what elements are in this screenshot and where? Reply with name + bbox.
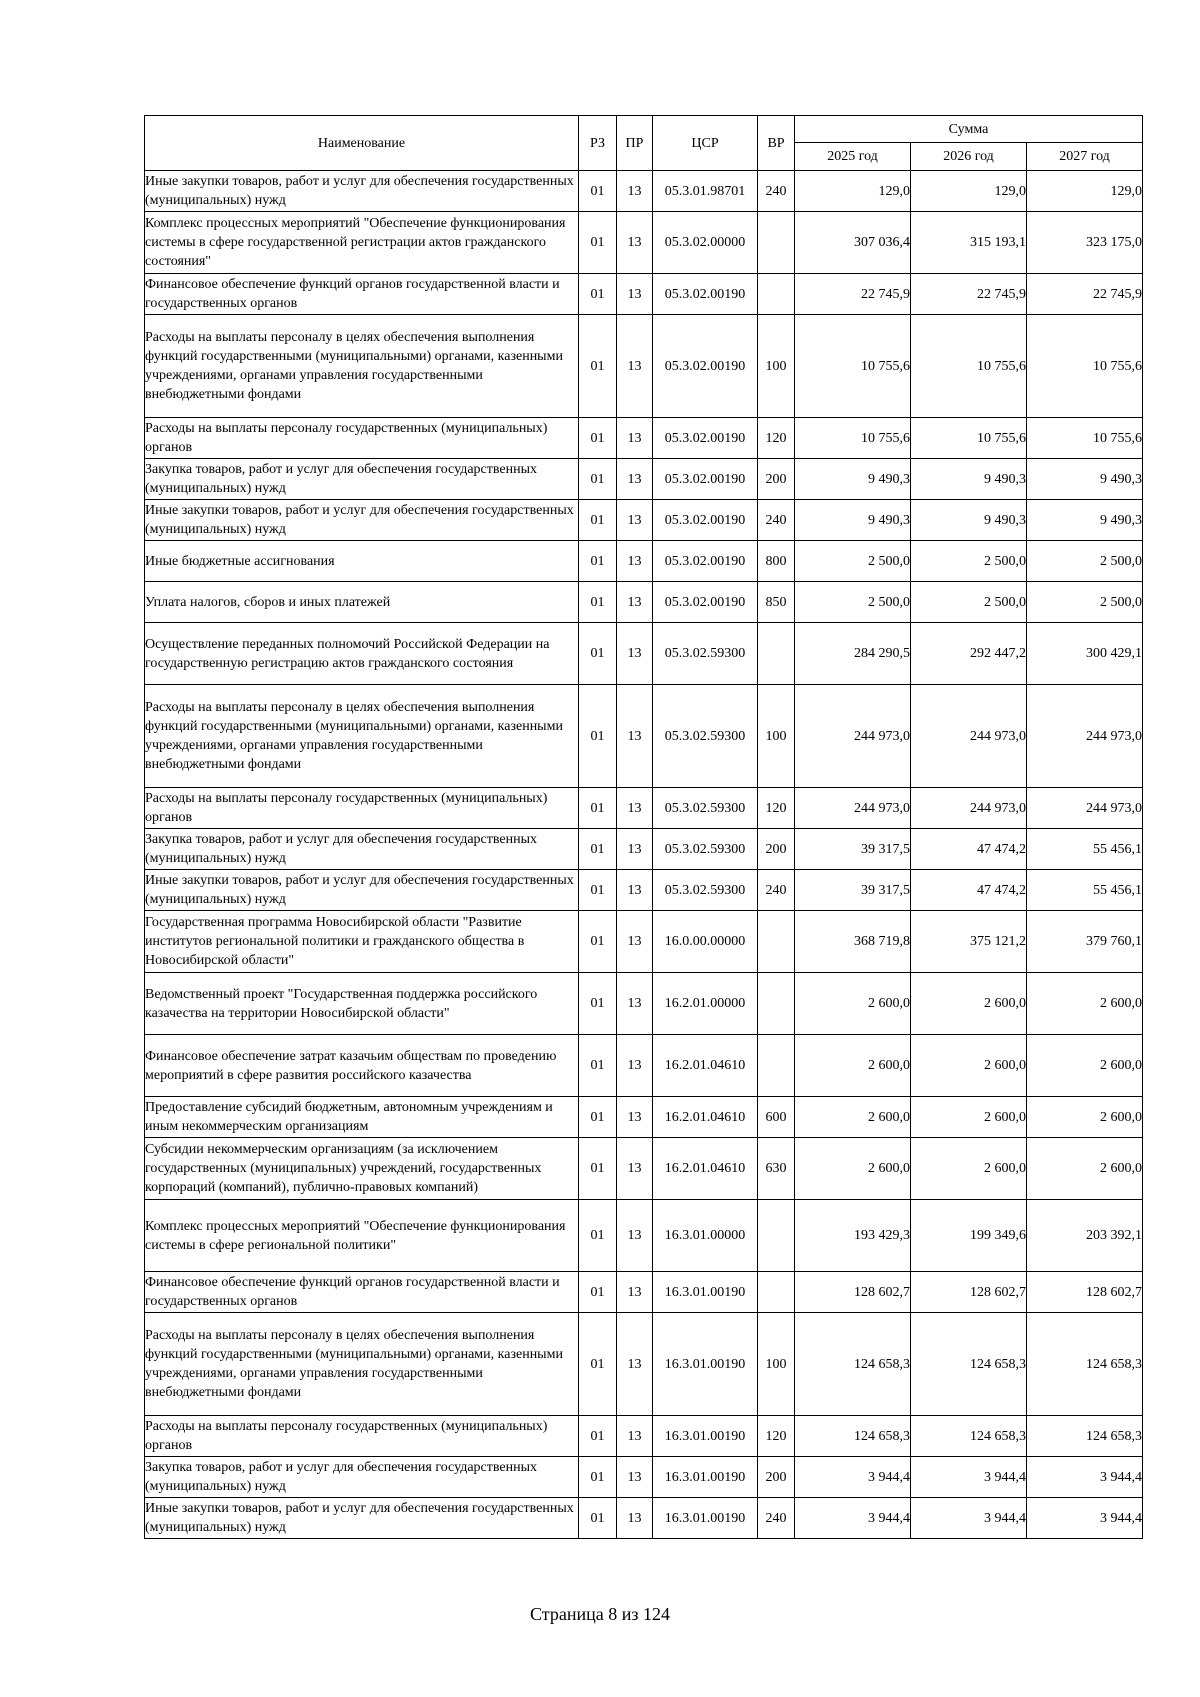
cell-name: Субсидии некоммерческим организациям (за исключением государственных (муниципальных) учреждений, государственных корпораций (компаний), публично-правовых компаний)	[145, 1138, 579, 1200]
table-row	[145, 500, 1143, 541]
cell-rz: 01	[579, 1457, 617, 1498]
cell-2025: 39 317,5	[795, 829, 911, 870]
cell-pr: 13	[617, 1200, 653, 1272]
cell-csr: 16.3.01.00190	[653, 1457, 758, 1498]
cell-2027: 2 600,0	[1027, 1138, 1143, 1200]
cell-2025: 128 602,7	[795, 1272, 911, 1313]
cell-2027: 244 973,0	[1027, 685, 1143, 788]
cell-pr: 13	[617, 459, 653, 500]
cell-name: Иные закупки товаров, работ и услуг для обеспечения государственных (муниципальных) нужд	[145, 1498, 579, 1539]
cell-pr: 13	[617, 1272, 653, 1313]
cell-pr: 13	[617, 1416, 653, 1457]
cell-name: Финансовое обеспечение функций органов государственной власти и государственных органов	[145, 1272, 579, 1313]
cell-2027: 300 429,1	[1027, 623, 1143, 685]
cell-rz: 01	[579, 418, 617, 459]
cell-vr	[758, 274, 795, 315]
header-year-2026: 2026 год	[911, 143, 1027, 171]
cell-rz: 01	[579, 459, 617, 500]
table-row	[145, 212, 1143, 274]
cell-2026: 2 600,0	[911, 1097, 1027, 1138]
cell-csr: 05.3.02.59300	[653, 623, 758, 685]
cell-vr	[758, 212, 795, 274]
cell-pr: 13	[617, 582, 653, 623]
cell-pr: 13	[617, 500, 653, 541]
cell-2027: 2 500,0	[1027, 582, 1143, 623]
cell-vr: 200	[758, 829, 795, 870]
cell-pr: 13	[617, 973, 653, 1035]
table-row	[145, 1097, 1143, 1138]
cell-2027: 3 944,4	[1027, 1457, 1143, 1498]
cell-rz: 01	[579, 171, 617, 212]
cell-2027: 10 755,6	[1027, 418, 1143, 459]
cell-vr: 240	[758, 870, 795, 911]
table-row	[145, 788, 1143, 829]
cell-2027: 2 600,0	[1027, 1035, 1143, 1097]
cell-csr: 05.3.02.00190	[653, 541, 758, 582]
header-year-2025: 2025 год	[795, 143, 911, 171]
cell-csr: 05.3.02.59300	[653, 685, 758, 788]
cell-2026: 244 973,0	[911, 685, 1027, 788]
cell-2027: 124 658,3	[1027, 1313, 1143, 1416]
cell-csr: 05.3.02.00190	[653, 274, 758, 315]
cell-csr: 16.2.01.04610	[653, 1035, 758, 1097]
cell-name: Иные бюджетные ассигнования	[145, 541, 579, 582]
cell-csr: 16.2.01.04610	[653, 1138, 758, 1200]
table-row	[145, 274, 1143, 315]
page-number: Страница 8 из 124	[530, 1604, 670, 1624]
cell-vr: 800	[758, 541, 795, 582]
cell-csr: 05.3.02.59300	[653, 788, 758, 829]
cell-rz: 01	[579, 870, 617, 911]
table-row	[145, 1035, 1143, 1097]
cell-2026: 2 600,0	[911, 1035, 1027, 1097]
table-header	[145, 116, 1143, 171]
cell-pr: 13	[617, 870, 653, 911]
cell-pr: 13	[617, 274, 653, 315]
cell-2025: 307 036,4	[795, 212, 911, 274]
cell-csr: 16.3.01.00190	[653, 1498, 758, 1539]
cell-name: Закупка товаров, работ и услуг для обеспечения государственных (муниципальных) нужд	[145, 829, 579, 870]
cell-2027: 323 175,0	[1027, 212, 1143, 274]
cell-2026: 375 121,2	[911, 911, 1027, 973]
cell-2026: 199 349,6	[911, 1200, 1027, 1272]
cell-csr: 05.3.02.00190	[653, 418, 758, 459]
cell-2025: 39 317,5	[795, 870, 911, 911]
cell-name: Уплата налогов, сборов и иных платежей	[145, 582, 579, 623]
cell-2025: 10 755,6	[795, 418, 911, 459]
cell-2027: 124 658,3	[1027, 1416, 1143, 1457]
cell-2025: 129,0	[795, 171, 911, 212]
cell-pr: 13	[617, 315, 653, 418]
cell-vr: 120	[758, 788, 795, 829]
cell-rz: 01	[579, 1097, 617, 1138]
cell-pr: 13	[617, 829, 653, 870]
table-row	[145, 582, 1143, 623]
cell-rz: 01	[579, 315, 617, 418]
cell-csr: 16.3.01.00190	[653, 1313, 758, 1416]
cell-2027: 55 456,1	[1027, 829, 1143, 870]
cell-2026: 128 602,7	[911, 1272, 1027, 1313]
cell-csr: 05.3.02.59300	[653, 829, 758, 870]
cell-csr: 16.2.01.00000	[653, 973, 758, 1035]
cell-2026: 3 944,4	[911, 1457, 1027, 1498]
cell-2027: 10 755,6	[1027, 315, 1143, 418]
header-vr: ВР	[758, 116, 795, 171]
cell-pr: 13	[617, 1498, 653, 1539]
cell-2025: 368 719,8	[795, 911, 911, 973]
cell-name: Расходы на выплаты персоналу государственных (муниципальных) органов	[145, 418, 579, 459]
cell-2026: 124 658,3	[911, 1416, 1027, 1457]
header-pr: ПР	[617, 116, 653, 171]
cell-2027: 2 600,0	[1027, 1097, 1143, 1138]
cell-2027: 3 944,4	[1027, 1498, 1143, 1539]
cell-name: Расходы на выплаты персоналу в целях обеспечения выполнения функций государственными (муниципальными) органами, казенными учреждениями, органами управления государственными внебюджетными фондами	[145, 1313, 579, 1416]
cell-vr	[758, 1200, 795, 1272]
cell-csr: 05.3.02.00000	[653, 212, 758, 274]
table-row	[145, 623, 1143, 685]
cell-rz: 01	[579, 1035, 617, 1097]
table-row	[145, 1457, 1143, 1498]
cell-csr: 05.3.02.00190	[653, 582, 758, 623]
header-name: Наименование	[145, 116, 579, 171]
cell-vr	[758, 973, 795, 1035]
cell-2026: 47 474,2	[911, 870, 1027, 911]
cell-pr: 13	[617, 541, 653, 582]
cell-csr: 05.3.02.00190	[653, 315, 758, 418]
cell-csr: 05.3.01.98701	[653, 171, 758, 212]
cell-vr	[758, 911, 795, 973]
cell-2025: 2 600,0	[795, 973, 911, 1035]
cell-vr: 600	[758, 1097, 795, 1138]
table-row	[145, 315, 1143, 418]
cell-rz: 01	[579, 274, 617, 315]
table-body	[145, 171, 1143, 1539]
cell-2026: 22 745,9	[911, 274, 1027, 315]
header-rz: РЗ	[579, 116, 617, 171]
budget-table	[144, 115, 1143, 1539]
cell-pr: 13	[617, 1313, 653, 1416]
table-row	[145, 1200, 1143, 1272]
cell-rz: 01	[579, 1498, 617, 1539]
table-row	[145, 973, 1143, 1035]
table-row	[145, 1272, 1143, 1313]
cell-name: Иные закупки товаров, работ и услуг для обеспечения государственных (муниципальных) нужд	[145, 870, 579, 911]
cell-name: Финансовое обеспечение функций органов государственной власти и государственных органов	[145, 274, 579, 315]
cell-vr: 240	[758, 1498, 795, 1539]
cell-2026: 124 658,3	[911, 1313, 1027, 1416]
cell-2027: 9 490,3	[1027, 500, 1143, 541]
cell-2026: 2 500,0	[911, 582, 1027, 623]
table-row	[145, 911, 1143, 973]
cell-2025: 244 973,0	[795, 685, 911, 788]
table-row	[145, 829, 1143, 870]
cell-vr: 200	[758, 1457, 795, 1498]
cell-2025: 3 944,4	[795, 1457, 911, 1498]
cell-name: Комплекс процессных мероприятий "Обеспечение функционирования системы в сфере региональной политики"	[145, 1200, 579, 1272]
cell-pr: 13	[617, 623, 653, 685]
table-row	[145, 171, 1143, 212]
cell-csr: 16.2.01.04610	[653, 1097, 758, 1138]
cell-2025: 10 755,6	[795, 315, 911, 418]
cell-vr: 100	[758, 1313, 795, 1416]
cell-2027: 2 600,0	[1027, 973, 1143, 1035]
cell-2026: 10 755,6	[911, 315, 1027, 418]
cell-vr: 240	[758, 500, 795, 541]
table-row	[145, 1416, 1143, 1457]
cell-2027: 129,0	[1027, 171, 1143, 212]
cell-name: Иные закупки товаров, работ и услуг для обеспечения государственных (муниципальных) нужд	[145, 500, 579, 541]
cell-pr: 13	[617, 685, 653, 788]
cell-rz: 01	[579, 212, 617, 274]
cell-2027: 22 745,9	[1027, 274, 1143, 315]
cell-csr: 16.3.01.00000	[653, 1200, 758, 1272]
cell-2026: 9 490,3	[911, 459, 1027, 500]
cell-pr: 13	[617, 1138, 653, 1200]
cell-csr: 16.0.00.00000	[653, 911, 758, 973]
cell-pr: 13	[617, 212, 653, 274]
cell-vr	[758, 1272, 795, 1313]
cell-pr: 13	[617, 418, 653, 459]
cell-2026: 244 973,0	[911, 788, 1027, 829]
cell-2026: 2 500,0	[911, 541, 1027, 582]
cell-2027: 2 500,0	[1027, 541, 1143, 582]
cell-csr: 05.3.02.00190	[653, 500, 758, 541]
cell-name: Расходы на выплаты персоналу государственных (муниципальных) органов	[145, 788, 579, 829]
cell-rz: 01	[579, 623, 617, 685]
cell-name: Комплекс процессных мероприятий "Обеспечение функционирования системы в сфере государственной регистрации актов гражданского состояния"	[145, 212, 579, 274]
cell-rz: 01	[579, 685, 617, 788]
cell-2026: 3 944,4	[911, 1498, 1027, 1539]
cell-name: Финансовое обеспечение затрат казачьим обществам по проведению мероприятий в сфере развития российского казачества	[145, 1035, 579, 1097]
cell-2026: 292 447,2	[911, 623, 1027, 685]
cell-csr: 16.3.01.00190	[653, 1272, 758, 1313]
cell-name: Иные закупки товаров, работ и услуг для обеспечения государственных (муниципальных) нужд	[145, 171, 579, 212]
cell-2027: 9 490,3	[1027, 459, 1143, 500]
cell-name: Расходы на выплаты персоналу в целях обеспечения выполнения функций государственными (муниципальными) органами, казенными учреждениями, органами управления государственными внебюджетными фондами	[145, 315, 579, 418]
cell-2026: 2 600,0	[911, 973, 1027, 1035]
header-csr: ЦСР	[653, 116, 758, 171]
cell-csr: 16.3.01.00190	[653, 1416, 758, 1457]
cell-2026: 315 193,1	[911, 212, 1027, 274]
cell-rz: 01	[579, 911, 617, 973]
cell-2025: 22 745,9	[795, 274, 911, 315]
cell-vr: 850	[758, 582, 795, 623]
cell-2025: 124 658,3	[795, 1313, 911, 1416]
cell-2027: 55 456,1	[1027, 870, 1143, 911]
cell-rz: 01	[579, 582, 617, 623]
header-sum: Сумма	[795, 116, 1143, 143]
cell-2025: 2 600,0	[795, 1035, 911, 1097]
cell-rz: 01	[579, 973, 617, 1035]
cell-rz: 01	[579, 1313, 617, 1416]
cell-2026: 129,0	[911, 171, 1027, 212]
cell-2026: 10 755,6	[911, 418, 1027, 459]
table-row	[145, 1313, 1143, 1416]
cell-2025: 244 973,0	[795, 788, 911, 829]
cell-2025: 9 490,3	[795, 459, 911, 500]
cell-pr: 13	[617, 911, 653, 973]
table-row	[145, 459, 1143, 500]
cell-vr: 240	[758, 171, 795, 212]
cell-pr: 13	[617, 1457, 653, 1498]
cell-2027: 203 392,1	[1027, 1200, 1143, 1272]
cell-csr: 05.3.02.00190	[653, 459, 758, 500]
cell-rz: 01	[579, 788, 617, 829]
cell-csr: 05.3.02.59300	[653, 870, 758, 911]
cell-2025: 3 944,4	[795, 1498, 911, 1539]
table-row	[145, 1498, 1143, 1539]
cell-2025: 2 500,0	[795, 541, 911, 582]
cell-2027: 128 602,7	[1027, 1272, 1143, 1313]
cell-vr: 100	[758, 685, 795, 788]
cell-rz: 01	[579, 1138, 617, 1200]
table-row	[145, 541, 1143, 582]
cell-2025: 284 290,5	[795, 623, 911, 685]
cell-name: Закупка товаров, работ и услуг для обеспечения государственных (муниципальных) нужд	[145, 1457, 579, 1498]
cell-2025: 2 600,0	[795, 1097, 911, 1138]
cell-vr: 200	[758, 459, 795, 500]
cell-2025: 124 658,3	[795, 1416, 911, 1457]
cell-name: Расходы на выплаты персоналу в целях обеспечения выполнения функций государственными (муниципальными) органами, казенными учреждениями, органами управления государственными внебюджетными фондами	[145, 685, 579, 788]
table-row	[145, 870, 1143, 911]
cell-2026: 2 600,0	[911, 1138, 1027, 1200]
cell-2026: 9 490,3	[911, 500, 1027, 541]
cell-rz: 01	[579, 1272, 617, 1313]
cell-vr: 120	[758, 1416, 795, 1457]
cell-2025: 2 500,0	[795, 582, 911, 623]
cell-pr: 13	[617, 1097, 653, 1138]
table-row	[145, 685, 1143, 788]
cell-vr: 120	[758, 418, 795, 459]
cell-rz: 01	[579, 541, 617, 582]
cell-2027: 379 760,1	[1027, 911, 1143, 973]
cell-pr: 13	[617, 788, 653, 829]
cell-2027: 244 973,0	[1027, 788, 1143, 829]
cell-name: Осуществление переданных полномочий Российской Федерации на государственную регистрацию актов гражданского состояния	[145, 623, 579, 685]
cell-2025: 9 490,3	[795, 500, 911, 541]
cell-name: Предоставление субсидий бюджетным, автономным учреждениям и иным некоммерческим организациям	[145, 1097, 579, 1138]
cell-rz: 01	[579, 829, 617, 870]
cell-pr: 13	[617, 1035, 653, 1097]
cell-vr: 100	[758, 315, 795, 418]
table-row	[145, 1138, 1143, 1200]
cell-name: Расходы на выплаты персоналу государственных (муниципальных) органов	[145, 1416, 579, 1457]
cell-vr	[758, 623, 795, 685]
header-year-2027: 2027 год	[1027, 143, 1143, 171]
cell-name: Ведомственный проект "Государственная поддержка российского казачества на территории Новосибирской области"	[145, 973, 579, 1035]
cell-vr	[758, 1035, 795, 1097]
cell-2025: 2 600,0	[795, 1138, 911, 1200]
cell-rz: 01	[579, 1416, 617, 1457]
cell-vr: 630	[758, 1138, 795, 1200]
cell-pr: 13	[617, 171, 653, 212]
cell-rz: 01	[579, 1200, 617, 1272]
cell-name: Государственная программа Новосибирской области "Развитие институтов региональной политики и гражданского общества в Новосибирской области"	[145, 911, 579, 973]
table-row	[145, 418, 1143, 459]
cell-2026: 47 474,2	[911, 829, 1027, 870]
cell-rz: 01	[579, 500, 617, 541]
cell-2025: 193 429,3	[795, 1200, 911, 1272]
cell-name: Закупка товаров, работ и услуг для обеспечения государственных (муниципальных) нужд	[145, 459, 579, 500]
